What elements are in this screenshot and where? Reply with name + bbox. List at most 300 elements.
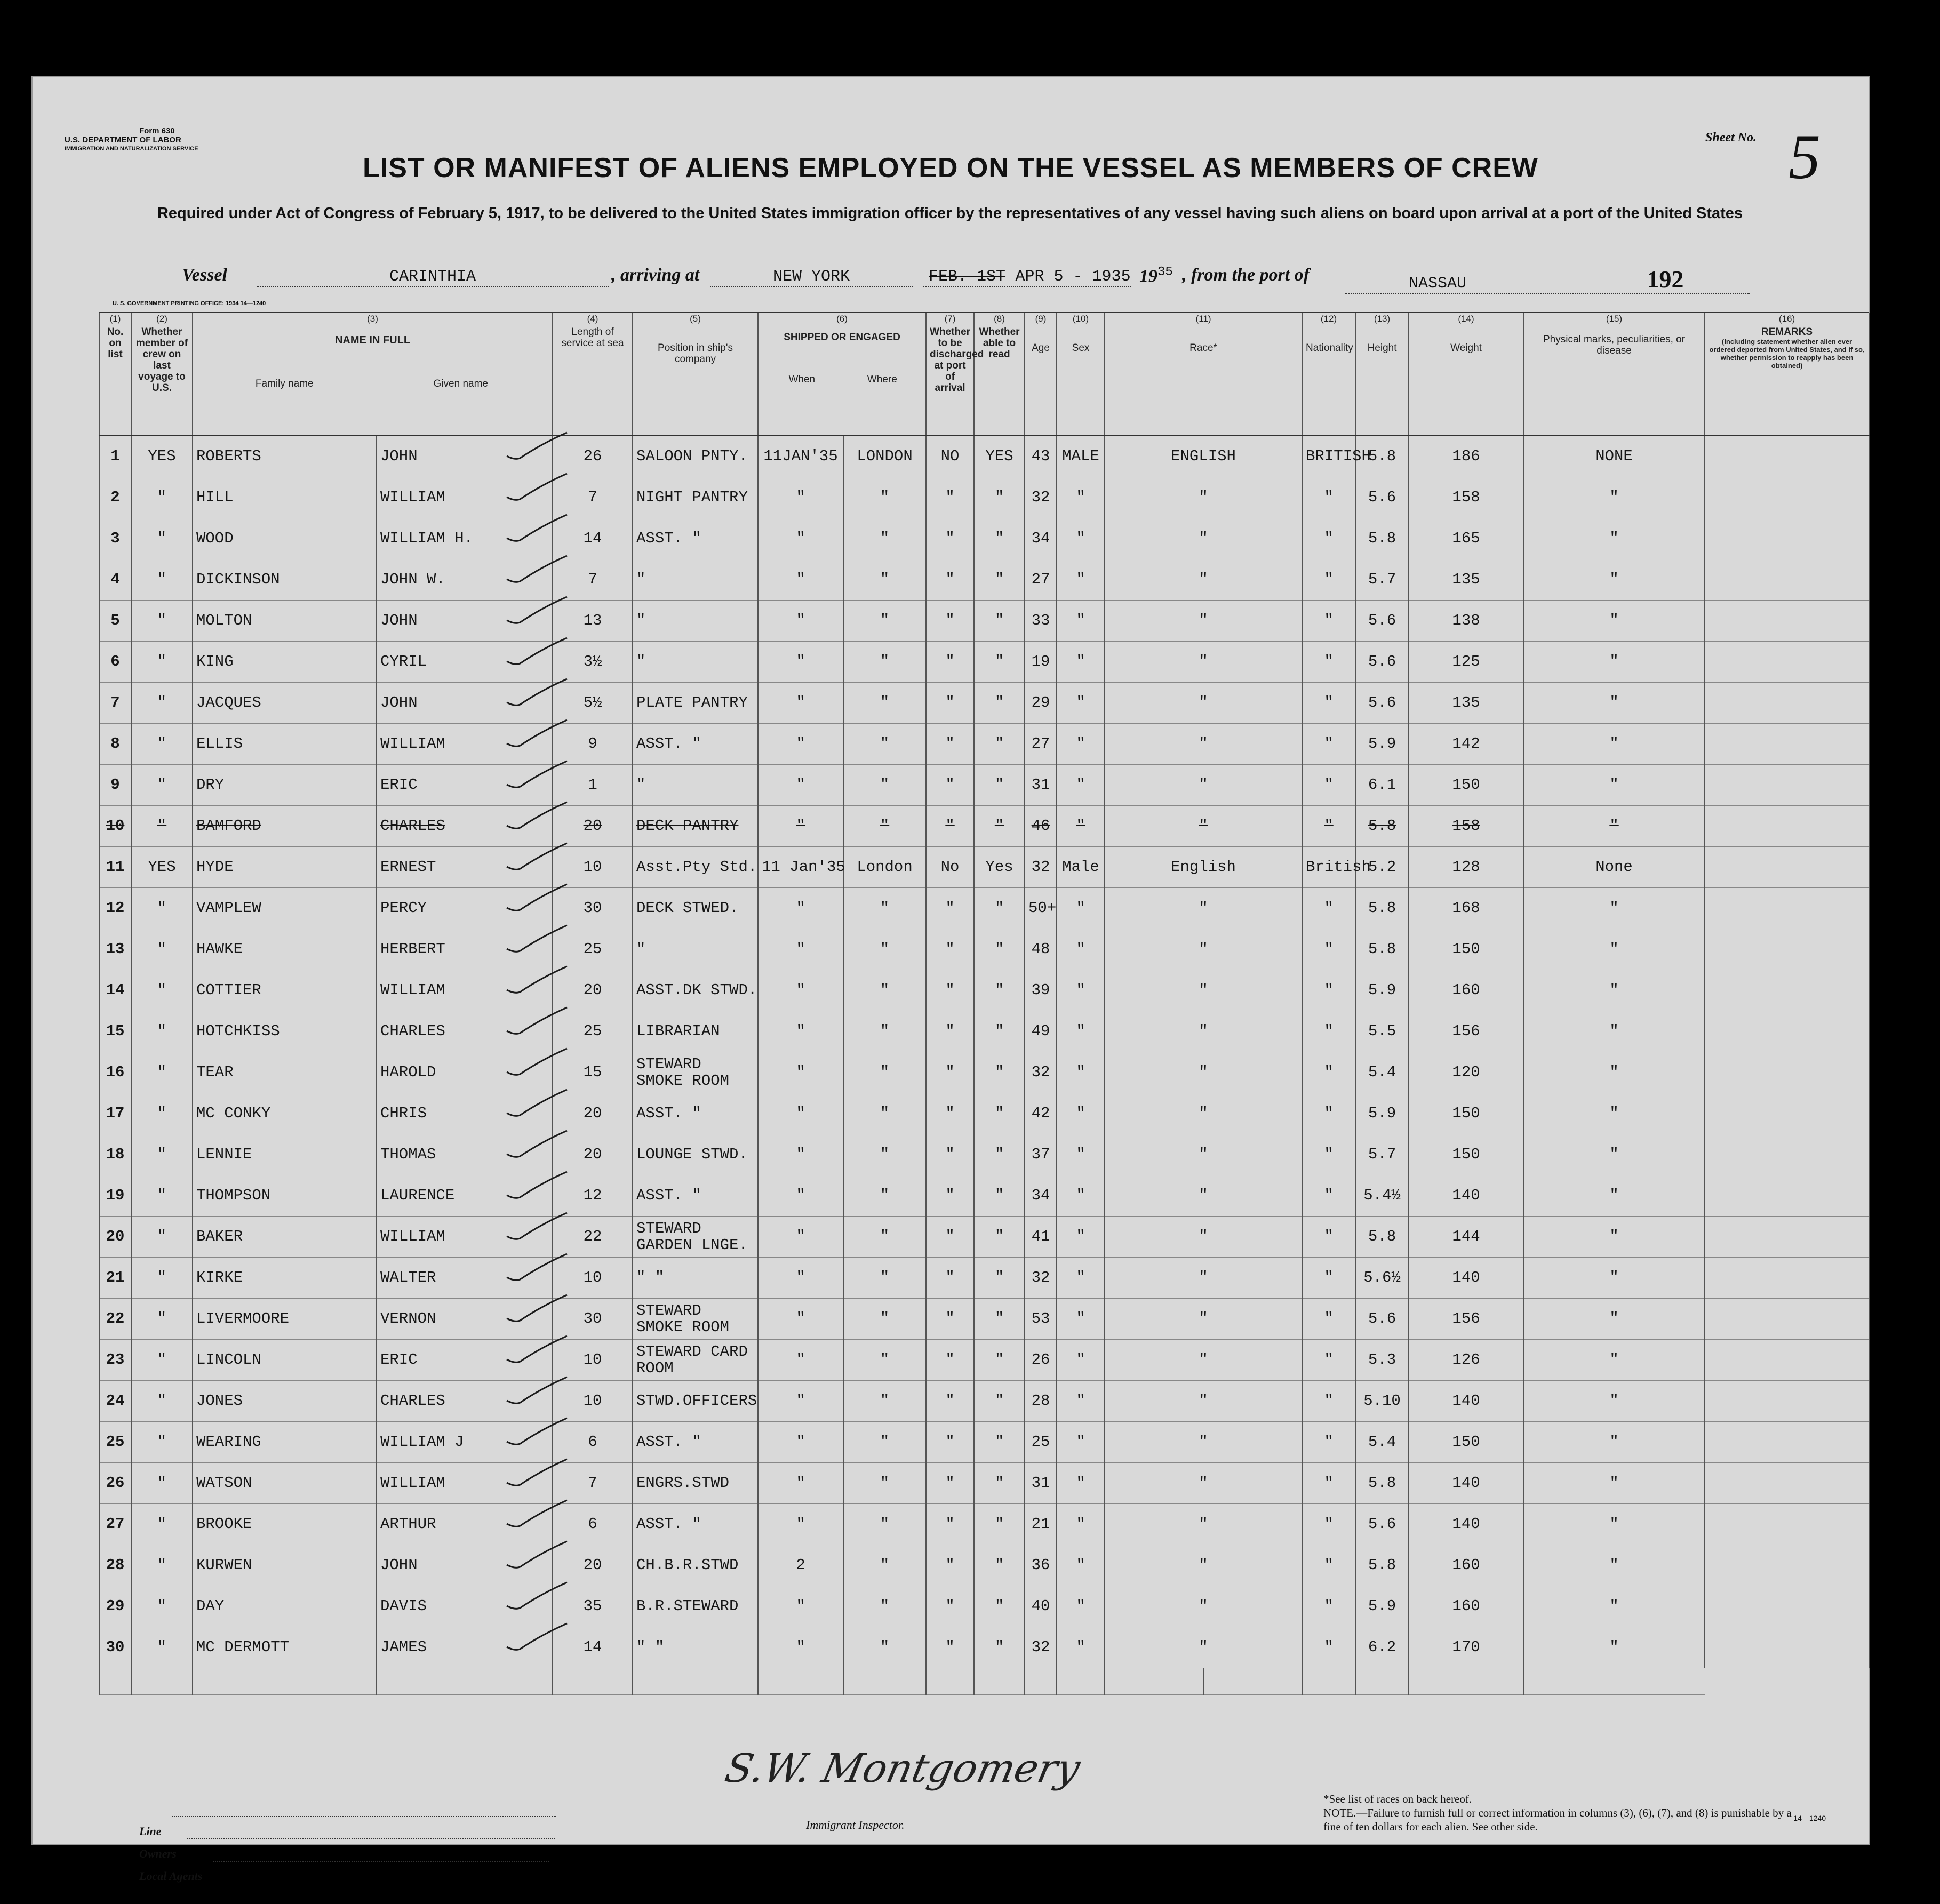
crew-row [99, 436, 1869, 477]
cell-height: 5.9 [1355, 1586, 1409, 1627]
cell-no: 7 [99, 682, 131, 723]
cell-when: " [758, 1175, 843, 1216]
cell-nationality: " [1302, 1052, 1355, 1093]
cell-nationality: " [1302, 805, 1355, 846]
cell-last: " [131, 1011, 193, 1052]
cell-discharged: " [926, 764, 974, 805]
cell-race: " [1105, 1586, 1302, 1627]
cell-marks: " [1523, 970, 1705, 1011]
cell-discharged: " [926, 1627, 974, 1668]
cell-given: VERNON [377, 1298, 553, 1339]
cell-nationality: " [1302, 600, 1355, 641]
cell-read: " [974, 1462, 1025, 1503]
check-mark-icon [504, 1087, 568, 1119]
cell-age: 53 [1025, 1298, 1057, 1339]
cell-race: " [1105, 1216, 1302, 1257]
cell-position: STEWARD SMOKE ROOM [633, 1052, 758, 1093]
cell-empty [1409, 1668, 1523, 1694]
cell-marks: " [1523, 805, 1705, 846]
cell-height: 5.6 [1355, 1503, 1409, 1545]
cell-position: " [633, 929, 758, 970]
check-mark-icon [504, 554, 568, 586]
cell-sex: " [1057, 1257, 1105, 1298]
crew-row [99, 1052, 1869, 1093]
cell-marks: " [1523, 929, 1705, 970]
cell-empty [1302, 1668, 1355, 1694]
from-port-label: , from the port of [1182, 265, 1310, 285]
cell-family: MOLTON [193, 600, 377, 641]
cell-given: WALTER [377, 1257, 553, 1298]
cell-sex: " [1057, 1339, 1105, 1380]
cell-race: " [1105, 887, 1302, 929]
cell-age: 37 [1025, 1134, 1057, 1175]
arrival-date-field [923, 265, 1131, 287]
cell-family: HAWKE [193, 929, 377, 970]
cell-given: CHARLES [377, 1011, 553, 1052]
col-header-service: (4) Length of service at sea [553, 313, 633, 436]
cell-sex: " [1057, 518, 1105, 559]
crew-row [99, 1011, 1869, 1052]
cell-where: " [843, 641, 926, 682]
cell-weight: 150 [1409, 764, 1523, 805]
cell-race: " [1105, 1545, 1302, 1586]
cell-age: 26 [1025, 1339, 1057, 1380]
cell-given: PERCY [377, 887, 553, 929]
cell-position: " [633, 559, 758, 600]
cell-discharged: " [926, 1216, 974, 1257]
cell-remarks [1705, 1545, 1869, 1586]
check-mark-icon [504, 1580, 568, 1612]
cell-marks: " [1523, 1298, 1705, 1339]
cell-given: JOHN [377, 436, 553, 477]
cell-position: STEWARD GARDEN LNGE. [633, 1216, 758, 1257]
cell-family: MC CONKY [193, 1093, 377, 1134]
page-title: LIST OR MANIFEST OF ALIENS EMPLOYED ON THE VESSEL AS MEMBERS OF CREW [363, 153, 1538, 183]
cell-race: " [1105, 1175, 1302, 1216]
cell-marks: " [1523, 887, 1705, 929]
cell-race: " [1105, 970, 1302, 1011]
cell-marks: NONE [1523, 436, 1705, 477]
cell-age: 32 [1025, 477, 1057, 518]
cell-service: 6 [553, 1421, 633, 1462]
cell-discharged: " [926, 1503, 974, 1545]
check-mark-icon [504, 718, 568, 750]
cell-position: ASST.DK STWD. [633, 970, 758, 1011]
check-mark-icon [504, 1498, 568, 1530]
cell-given: JOHN W. [377, 559, 553, 600]
cell-remarks [1705, 518, 1869, 559]
cell-given: WILLIAM [377, 477, 553, 518]
cell-discharged: " [926, 1339, 974, 1380]
cell-nationality: " [1302, 518, 1355, 559]
cell-service: 3½ [553, 641, 633, 682]
sheet-number-label: Sheet No. [1705, 131, 1757, 145]
cell-race: " [1105, 1421, 1302, 1462]
cell-age: 34 [1025, 518, 1057, 559]
cell-race: " [1105, 929, 1302, 970]
cell-position: NIGHT PANTRY [633, 477, 758, 518]
cell-age: 32 [1025, 1627, 1057, 1668]
cell-last: YES [131, 436, 193, 477]
crew-row [99, 1339, 1869, 1380]
col-header-discharged: (7) Whether to be discharged at port of arrival [926, 313, 974, 436]
cell-position: ASST. " [633, 1503, 758, 1545]
cell-when: " [758, 970, 843, 1011]
cell-sex: " [1057, 1052, 1105, 1093]
cell-position: ASST. " [633, 1093, 758, 1134]
cell-position: CH.B.R.STWD [633, 1545, 758, 1586]
cell-empty [1523, 1668, 1705, 1694]
cell-position: " " [633, 1257, 758, 1298]
cell-marks: " [1523, 641, 1705, 682]
cell-age: 34 [1025, 1175, 1057, 1216]
cell-when: 2 [758, 1545, 843, 1586]
cell-nationality: " [1302, 1339, 1355, 1380]
cell-service: 22 [553, 1216, 633, 1257]
cell-empty [633, 1668, 758, 1694]
cell-sex: MALE [1057, 436, 1105, 477]
cell-read: " [974, 1257, 1025, 1298]
cell-discharged: " [926, 477, 974, 518]
cell-marks: " [1523, 1093, 1705, 1134]
cell-service: 12 [553, 1175, 633, 1216]
cell-where: " [843, 1134, 926, 1175]
cell-remarks [1705, 846, 1869, 887]
cell-given: JAMES [377, 1627, 553, 1668]
cell-weight: 150 [1409, 1421, 1523, 1462]
check-mark-icon [504, 1416, 568, 1448]
cell-when: " [758, 929, 843, 970]
printing-office: U. S. GOVERNMENT PRINTING OFFICE: 1934 14—1240 [113, 300, 266, 307]
col-header-marks: (15) Physical marks, peculiarities, or disease [1523, 313, 1705, 436]
cell-height: 5.8 [1355, 436, 1409, 477]
cell-sex: " [1057, 641, 1105, 682]
cell-race: " [1105, 1298, 1302, 1339]
cell-remarks [1705, 641, 1869, 682]
cell-age: 28 [1025, 1380, 1057, 1421]
cell-remarks [1705, 805, 1869, 846]
cell-remarks [1705, 477, 1869, 518]
cell-marks: " [1523, 1216, 1705, 1257]
cell-position: STEWARD CARD ROOM [633, 1339, 758, 1380]
cell-race: " [1105, 559, 1302, 600]
cell-last: " [131, 1093, 193, 1134]
cell-given: WILLIAM [377, 1462, 553, 1503]
cell-read: " [974, 1545, 1025, 1586]
cell-sex: " [1057, 1093, 1105, 1134]
cell-position: Asst.Pty Std. [633, 846, 758, 887]
col-header-position: (5) Position in ship's company [633, 313, 758, 436]
cell-remarks [1705, 723, 1869, 764]
cell-position: DECK PANTRY [633, 805, 758, 846]
check-mark-icon [504, 1621, 568, 1653]
cell-given: DAVIS [377, 1586, 553, 1627]
cell-position: STEWARD SMOKE ROOM [633, 1298, 758, 1339]
cell-discharged: " [926, 1462, 974, 1503]
cell-last: " [131, 1257, 193, 1298]
cell-position: LOUNGE STWD. [633, 1134, 758, 1175]
cell-height: 5.8 [1355, 929, 1409, 970]
cell-where: " [843, 1462, 926, 1503]
cell-nationality: British [1302, 846, 1355, 887]
cell-last: " [131, 1298, 193, 1339]
crew-row [99, 764, 1869, 805]
cell-last: " [131, 887, 193, 929]
cell-height: 5.8 [1355, 1545, 1409, 1586]
cell-empty [1355, 1668, 1409, 1694]
cell-marks: " [1523, 600, 1705, 641]
cell-marks: " [1523, 1627, 1705, 1668]
cell-remarks [1705, 1134, 1869, 1175]
cell-height: 5.3 [1355, 1339, 1409, 1380]
cell-no: 28 [99, 1545, 131, 1586]
cell-weight: 156 [1409, 1011, 1523, 1052]
crew-row [99, 970, 1869, 1011]
cell-empty [131, 1668, 193, 1694]
crew-row [99, 477, 1869, 518]
cell-where: London [843, 846, 926, 887]
cell-service: 5½ [553, 682, 633, 723]
department-name: U.S. DEPARTMENT OF LABOR [65, 135, 181, 145]
cell-service: 30 [553, 1298, 633, 1339]
cell-service: 7 [553, 477, 633, 518]
cell-remarks [1705, 600, 1869, 641]
cell-no: 5 [99, 600, 131, 641]
check-mark-icon [504, 595, 568, 627]
cell-nationality: " [1302, 682, 1355, 723]
cell-service: 10 [553, 846, 633, 887]
cell-weight: 165 [1409, 518, 1523, 559]
cell-discharged: " [926, 1175, 974, 1216]
cell-family: THOMPSON [193, 1175, 377, 1216]
cell-where: " [843, 1298, 926, 1339]
cell-position: " [633, 764, 758, 805]
cell-height: 5.9 [1355, 970, 1409, 1011]
cell-read: " [974, 641, 1025, 682]
cell-age: 48 [1025, 929, 1057, 970]
cell-read: " [974, 1503, 1025, 1545]
check-mark-icon [504, 1539, 568, 1571]
cell-last: " [131, 1175, 193, 1216]
cell-given: CHARLES [377, 805, 553, 846]
cell-nationality: " [1302, 1421, 1355, 1462]
cell-marks: " [1523, 477, 1705, 518]
cell-no: 16 [99, 1052, 131, 1093]
cell-when: " [758, 764, 843, 805]
check-mark-icon [504, 636, 568, 668]
cell-position: SALOON PNTY. [633, 436, 758, 477]
cell-service: 9 [553, 723, 633, 764]
cell-height: 5.9 [1355, 1093, 1409, 1134]
cell-family: BAKER [193, 1216, 377, 1257]
cell-read: " [974, 970, 1025, 1011]
cell-no: 10 [99, 805, 131, 846]
cell-where: " [843, 1586, 926, 1627]
cell-nationality: " [1302, 1011, 1355, 1052]
cell-position: ASST. " [633, 1175, 758, 1216]
crew-row [99, 641, 1869, 682]
cell-remarks [1705, 1380, 1869, 1421]
cell-nationality: " [1302, 723, 1355, 764]
cell-when: " [758, 1380, 843, 1421]
cell-remarks [1705, 436, 1869, 477]
cell-where: " [843, 929, 926, 970]
cell-family: KURWEN [193, 1545, 377, 1586]
cell-weight: 150 [1409, 929, 1523, 970]
cell-read: " [974, 1339, 1025, 1380]
col-header-given-name: Given name [433, 378, 488, 389]
cell-age: 33 [1025, 600, 1057, 641]
form-header-block [65, 126, 198, 154]
cell-discharged: " [926, 1380, 974, 1421]
check-mark-icon [504, 1170, 568, 1202]
cell-remarks [1705, 929, 1869, 970]
cell-where: " [843, 1339, 926, 1380]
crew-row [99, 682, 1869, 723]
cell-height: 5.5 [1355, 1011, 1409, 1052]
cell-no: 29 [99, 1586, 131, 1627]
cell-when: 11 Jan'35 [758, 846, 843, 887]
cell-weight: 128 [1409, 846, 1523, 887]
crew-row [99, 1627, 1869, 1668]
cell-marks: " [1523, 1586, 1705, 1627]
cell-when: " [758, 1462, 843, 1503]
cell-position: STWD.OFFICERS [633, 1380, 758, 1421]
cell-read: " [974, 1175, 1025, 1216]
cell-race: " [1105, 1462, 1302, 1503]
cell-when: " [758, 1011, 843, 1052]
cell-discharged: No [926, 846, 974, 887]
cell-sex: " [1057, 1586, 1105, 1627]
col-header-height: (13) Height [1355, 313, 1409, 436]
check-mark-icon [504, 964, 568, 996]
crew-row [99, 1175, 1869, 1216]
cell-weight: 140 [1409, 1380, 1523, 1421]
cell-race: " [1105, 682, 1302, 723]
cell-weight: 140 [1409, 1503, 1523, 1545]
cell-race: " [1105, 805, 1302, 846]
cell-family: LIVERMOORE [193, 1298, 377, 1339]
vessel-name: CARINTHIA [389, 268, 476, 286]
form-code: 14—1240 [1793, 1814, 1826, 1822]
cell-when: " [758, 641, 843, 682]
cell-age: 46 [1025, 805, 1057, 846]
cell-nationality: " [1302, 1545, 1355, 1586]
cell-service: 35 [553, 1586, 633, 1627]
service-name: IMMIGRATION AND NATURALIZATION SERVICE [65, 146, 198, 152]
cell-family: HOTCHKISS [193, 1011, 377, 1052]
cell-family: DRY [193, 764, 377, 805]
cell-discharged: " [926, 1134, 974, 1175]
cell-when: " [758, 1257, 843, 1298]
cell-family: ROBERTS [193, 436, 377, 477]
cell-weight: 144 [1409, 1216, 1523, 1257]
cell-service: 14 [553, 518, 633, 559]
cell-service: 25 [553, 1011, 633, 1052]
cell-discharged: " [926, 1421, 974, 1462]
cell-when: " [758, 1339, 843, 1380]
cell-position: " [633, 641, 758, 682]
cell-sex: " [1057, 477, 1105, 518]
crew-row [99, 723, 1869, 764]
cell-family: COTTIER [193, 970, 377, 1011]
cell-read: " [974, 1134, 1025, 1175]
cell-nationality: " [1302, 887, 1355, 929]
cell-age: 41 [1025, 1216, 1057, 1257]
cell-no: 11 [99, 846, 131, 887]
cell-discharged: " [926, 518, 974, 559]
cell-nationality: " [1302, 1134, 1355, 1175]
cell-no: 12 [99, 887, 131, 929]
cell-weight: 126 [1409, 1339, 1523, 1380]
cell-service: 20 [553, 1134, 633, 1175]
cell-weight: 170 [1409, 1627, 1523, 1668]
cell-height: 5.4½ [1355, 1175, 1409, 1216]
cell-discharged: " [926, 1298, 974, 1339]
cell-empty [974, 1668, 1025, 1694]
cell-last: " [131, 518, 193, 559]
cell-discharged: " [926, 1257, 974, 1298]
cell-service: 26 [553, 436, 633, 477]
cell-discharged: " [926, 970, 974, 1011]
cell-family: DAY [193, 1586, 377, 1627]
cell-marks: " [1523, 1257, 1705, 1298]
cell-family: WEARING [193, 1421, 377, 1462]
cell-family: BAMFORD [193, 805, 377, 846]
cell-family: KING [193, 641, 377, 682]
year-suffix: 35 [1157, 265, 1173, 279]
cell-nationality: " [1302, 1216, 1355, 1257]
cell-nationality: " [1302, 641, 1355, 682]
cell-marks: " [1523, 1462, 1705, 1503]
cell-read: " [974, 1052, 1025, 1093]
cell-given: LAURENCE [377, 1175, 553, 1216]
cell-read: " [974, 1093, 1025, 1134]
cell-given: THOMAS [377, 1134, 553, 1175]
cell-last: " [131, 641, 193, 682]
cell-empty [926, 1668, 974, 1694]
cell-weight: 158 [1409, 477, 1523, 518]
cell-when: " [758, 1093, 843, 1134]
cell-where: " [843, 1257, 926, 1298]
cell-given: HERBERT [377, 929, 553, 970]
cell-empty [1105, 1668, 1203, 1694]
cell-service: 15 [553, 1052, 633, 1093]
cell-discharged: " [926, 600, 974, 641]
cell-position: ASST. " [633, 1421, 758, 1462]
cell-age: 19 [1025, 641, 1057, 682]
col-header-race: (11) Race* [1105, 313, 1302, 436]
cell-no: 9 [99, 764, 131, 805]
crew-row [99, 1545, 1869, 1586]
col-header-when: When [788, 374, 816, 385]
cell-discharged: " [926, 887, 974, 929]
penalty-note: NOTE.—Failure to furnish full or correct information in columns (3), (6), (7), and (8) is punishable by a fine of ten dollars for each alien. See other side. [1323, 1806, 1792, 1833]
col-header-last-voyage: (2) Whether member of crew on last voyage to U.S. [131, 313, 193, 436]
cell-age: 29 [1025, 682, 1057, 723]
inspector-label: Immigrant Inspector. [806, 1818, 905, 1831]
cell-marks: " [1523, 1175, 1705, 1216]
cell-empty [99, 1668, 131, 1694]
check-mark-icon [504, 430, 568, 462]
cell-last: " [131, 929, 193, 970]
cell-where: " [843, 1545, 926, 1586]
cell-remarks [1705, 1503, 1869, 1545]
cell-sex: " [1057, 764, 1105, 805]
cell-nationality: " [1302, 1257, 1355, 1298]
cell-family: MC DERMOTT [193, 1627, 377, 1668]
arrival-port: NEW YORK [772, 268, 850, 286]
